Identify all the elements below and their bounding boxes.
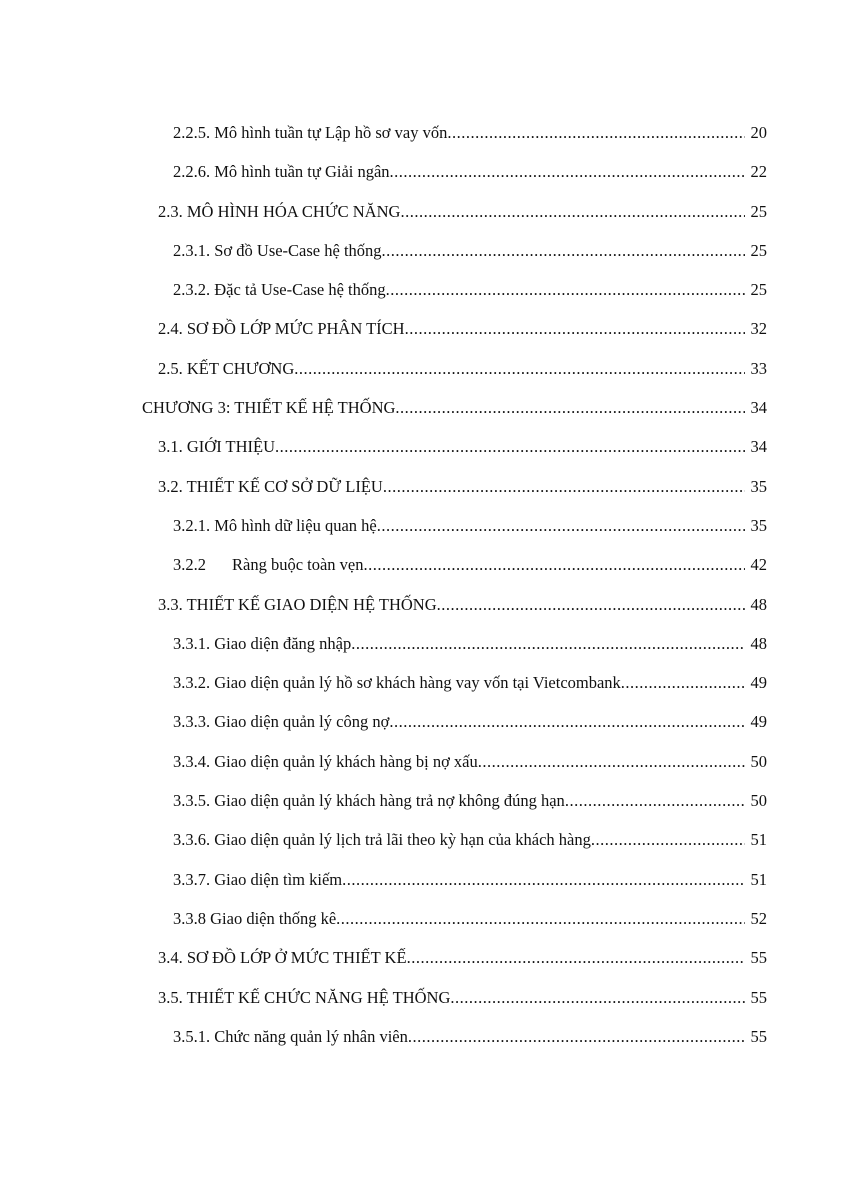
toc-dot-leader	[386, 270, 745, 309]
toc-dot-leader	[450, 978, 745, 1017]
toc-entry-title: 3.3.4. Giao diện quản lý khách hàng bị nợ xấu	[173, 751, 478, 771]
toc-entry-title: 3.3.8 Giao diện thống kê	[173, 908, 337, 928]
toc-page-number: 49	[750, 712, 767, 732]
toc-dot-leader	[294, 349, 745, 388]
toc-entry[interactable]	[0, 349, 849, 388]
toc-entry[interactable]	[0, 663, 849, 702]
toc-page-number: 42	[750, 555, 767, 575]
toc-entry-title: 2.2.5. Mô hình tuần tự Lập hồ sơ vay vốn	[173, 123, 448, 142]
toc-entry[interactable]	[0, 938, 849, 977]
toc-entry-text: Ràng buộc toàn vẹn	[232, 555, 364, 575]
toc-entry[interactable]	[0, 192, 849, 231]
toc-entry-title: 2.3.1. Sơ đồ Use-Case hệ thống	[173, 240, 382, 260]
toc-entry-title: 3.2.1. Mô hình dữ liệu quan hệ	[173, 515, 377, 535]
toc-page-number: 22	[750, 162, 767, 182]
toc-entry[interactable]	[0, 545, 849, 584]
toc-entry-title	[173, 545, 364, 584]
toc-entry-title: 3.3.7. Giao diện tìm kiếm	[173, 869, 343, 889]
table-of-contents	[0, 113, 849, 1056]
toc-dot-leader	[336, 899, 745, 938]
toc-entry-title: 3.1. GIỚI THIỆU	[158, 437, 276, 457]
toc-dot-leader	[591, 820, 745, 859]
toc-page-number: 49	[750, 673, 767, 693]
toc-dot-leader	[407, 938, 745, 977]
toc-entry-title: 3.5.1. Chức năng quản lý nhân viên	[173, 1026, 408, 1046]
toc-entry[interactable]	[0, 781, 849, 820]
toc-dot-leader	[400, 192, 745, 231]
toc-entry[interactable]	[0, 978, 849, 1017]
toc-entry[interactable]	[0, 467, 849, 506]
toc-entry[interactable]	[0, 742, 849, 781]
toc-entry[interactable]	[0, 820, 849, 859]
toc-entry[interactable]	[0, 1017, 849, 1056]
toc-entry[interactable]	[0, 231, 849, 270]
toc-page-number: 55	[750, 948, 767, 968]
toc-entry-title: CHƯƠNG 3: THIẾT KẾ HỆ THỐNG	[142, 398, 396, 418]
toc-page-number: 55	[750, 987, 767, 1007]
toc-page-number: 35	[750, 476, 767, 496]
toc-entry[interactable]	[0, 270, 849, 309]
toc-dot-leader	[565, 781, 745, 820]
toc-page-number: 50	[750, 751, 767, 771]
toc-entry-number: 3.2.2	[173, 555, 206, 575]
toc-entry-title: 2.3.2. Đặc tả Use-Case hệ thống	[173, 280, 386, 300]
toc-page-number: 20	[750, 123, 767, 142]
toc-page-number: 51	[750, 869, 767, 889]
toc-page-number: 25	[750, 240, 767, 260]
toc-entry[interactable]	[0, 309, 849, 348]
toc-dot-leader	[408, 1017, 745, 1056]
toc-page-number: 34	[750, 437, 767, 457]
toc-page-number: 51	[750, 830, 767, 850]
toc-page-number: 32	[750, 319, 767, 339]
toc-entry-title: 3.3.1. Giao diện đăng nhập	[173, 633, 352, 653]
toc-dot-leader	[395, 388, 745, 427]
toc-page-number: 25	[750, 280, 767, 300]
toc-page-number: 34	[750, 398, 767, 418]
toc-dot-leader	[275, 427, 745, 466]
toc-page-number: 33	[750, 358, 767, 378]
toc-entry-title: 2.4. SƠ ĐỒ LỚP MỨC PHÂN TÍCH	[158, 319, 405, 339]
toc-entry[interactable]	[0, 427, 849, 466]
toc-page-number: 35	[750, 515, 767, 535]
toc-dot-leader	[478, 742, 745, 781]
toc-entry[interactable]	[0, 113, 849, 152]
toc-entry[interactable]	[0, 585, 849, 624]
toc-dot-leader	[405, 309, 745, 348]
toc-entry[interactable]	[0, 624, 849, 663]
toc-page-number: 55	[750, 1026, 767, 1046]
toc-page-number: 52	[750, 908, 767, 928]
toc-page-number: 25	[750, 201, 767, 221]
toc-dot-leader	[437, 585, 745, 624]
toc-dot-leader	[364, 545, 745, 584]
toc-entry[interactable]	[0, 860, 849, 899]
toc-page-number: 48	[750, 594, 767, 614]
toc-dot-leader	[621, 663, 745, 702]
toc-entry-title: 3.2. THIẾT KẾ CƠ SỞ DỮ LIỆU	[158, 476, 383, 496]
toc-dot-leader	[390, 152, 745, 191]
toc-dot-leader	[447, 113, 745, 152]
toc-page-number: 50	[750, 791, 767, 811]
toc-entry-title: 3.3.6. Giao diện quản lý lịch trả lãi theo kỳ hạn của khách hàng	[173, 830, 591, 850]
toc-page-number: 48	[750, 633, 767, 653]
toc-dot-leader	[351, 624, 745, 663]
toc-entry-title: 3.4. SƠ ĐỒ LỚP Ở MỨC THIẾT KẾ	[158, 948, 407, 968]
toc-entry-title: 2.5. KẾT CHƯƠNG	[158, 358, 295, 378]
toc-entry[interactable]	[0, 702, 849, 741]
toc-dot-leader	[389, 702, 745, 741]
toc-dot-leader	[377, 506, 745, 545]
toc-entry-title: 3.3.5. Giao diện quản lý khách hàng trả nợ không đúng hạn	[173, 791, 565, 811]
toc-entry-title: 3.3.2. Giao diện quản lý hồ sơ khách hàng vay vốn tại Vietcombank	[173, 673, 621, 693]
toc-entry[interactable]	[0, 506, 849, 545]
toc-entry-title: 3.3.3. Giao diện quản lý công nợ	[173, 712, 390, 732]
toc-entry[interactable]	[0, 899, 849, 938]
toc-entry-title: 3.3. THIẾT KẾ GIAO DIỆN HỆ THỐNG	[158, 594, 437, 614]
toc-entry[interactable]	[0, 152, 849, 191]
toc-entry-title: 3.5. THIẾT KẾ CHỨC NĂNG HỆ THỐNG	[158, 987, 451, 1007]
toc-dot-leader	[383, 467, 745, 506]
toc-entry-title: 2.2.6. Mô hình tuần tự Giải ngân	[173, 162, 390, 182]
toc-entry-title: 2.3. MÔ HÌNH HÓA CHỨC NĂNG	[158, 201, 401, 221]
toc-dot-leader	[342, 860, 745, 899]
toc-entry[interactable]	[0, 388, 849, 427]
toc-dot-leader	[382, 231, 745, 270]
